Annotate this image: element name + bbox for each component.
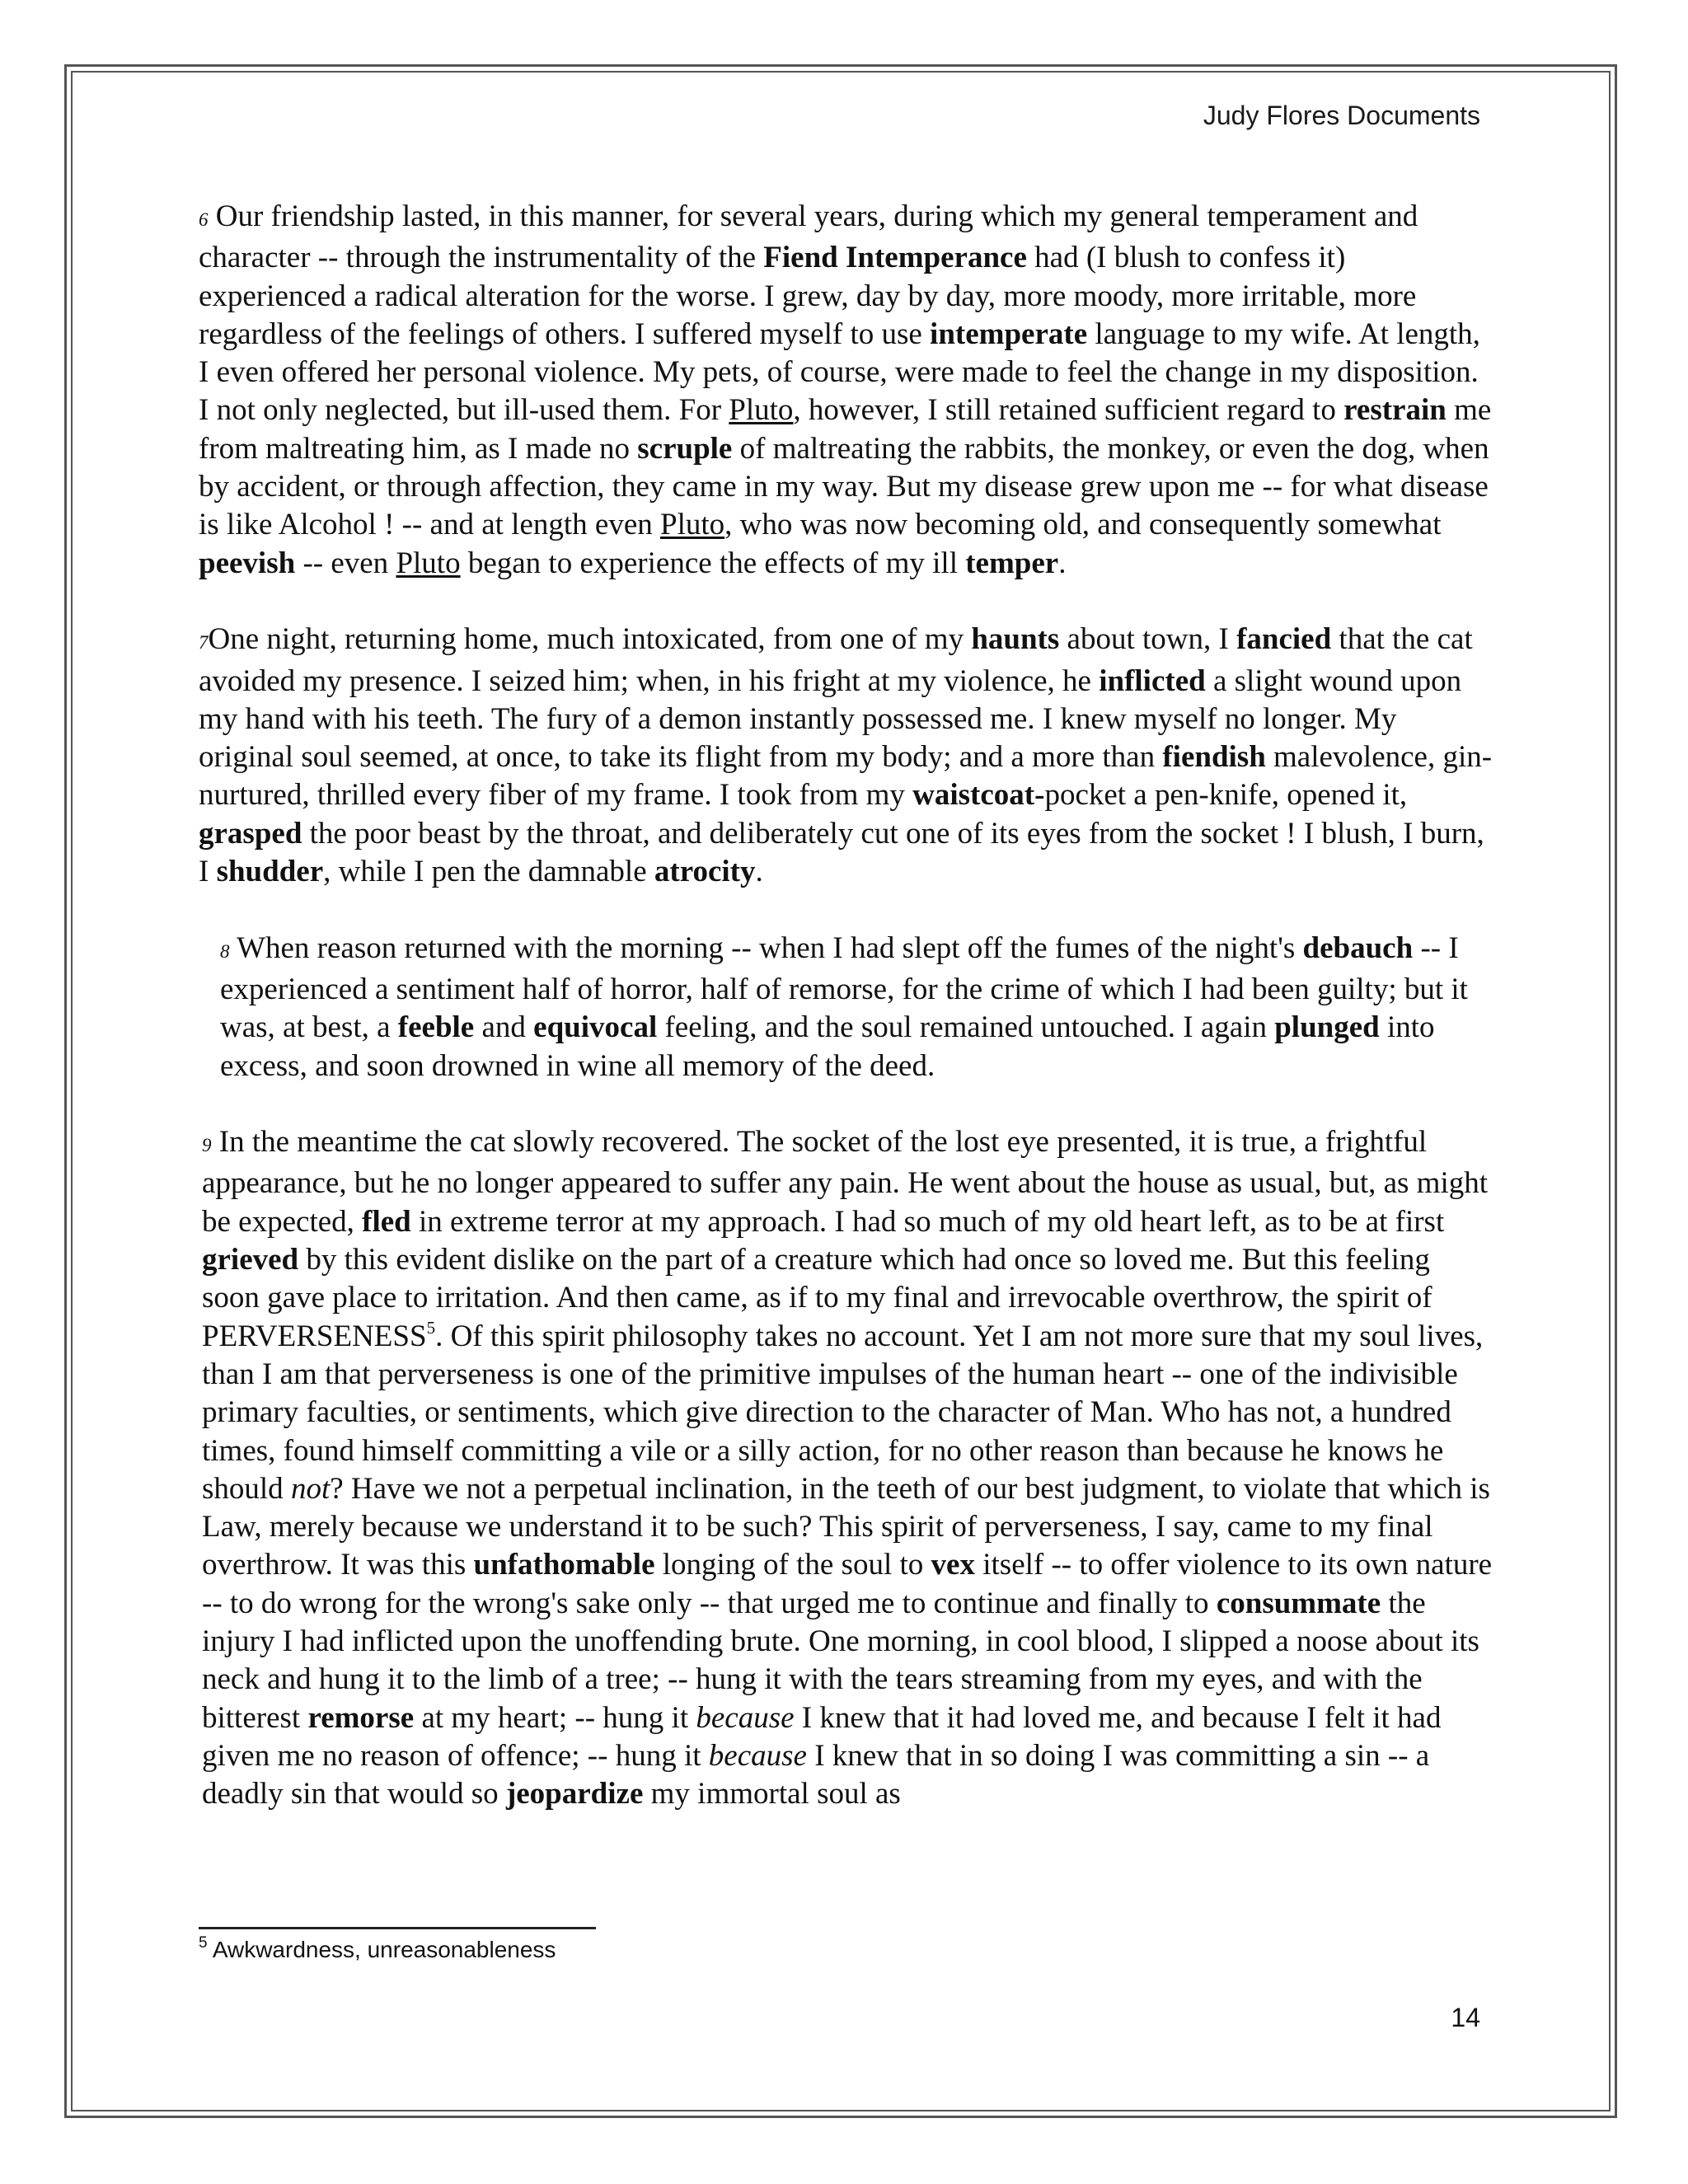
- italic-text: because: [696, 1700, 795, 1735]
- text-run: in extreme terror at my approach. I had so much of my old heart left, as to be at first: [410, 1204, 1445, 1239]
- text-run: ? Have we not a perpetual inclination, in the teeth of our best judgment, to violate that which is Law, merely because we understand it to be such? This spirit of perverseness, I say, came to my final overthrow. It was this: [202, 1471, 1490, 1582]
- bold-term: plunged: [1274, 1010, 1380, 1045]
- bold-term: feeble: [397, 1010, 475, 1045]
- bold-term: fled: [362, 1204, 411, 1239]
- text-run: language to my wife. At length, I even offered her personal violence. My pets, of course, were made to feel the change in my disposition. I not only neglected, but ill-used them. For: [199, 316, 1480, 428]
- text-run: malevolence, gin-nurtured, thrilled every fiber of my frame. I took from my: [199, 740, 1493, 813]
- bold-term: atrocity: [654, 855, 756, 889]
- text-run: me from maltreating him, as I made no: [199, 393, 1492, 466]
- footnote: [199, 1934, 556, 1963]
- bold-term: vex: [931, 1548, 975, 1582]
- bold-term: fiendish: [1162, 740, 1266, 775]
- bold-term: scruple: [637, 431, 733, 466]
- text-run: began to experience the effects of my ill: [460, 546, 966, 580]
- text-run: by this evident dislike on the part of a creature which had once so loved me. But this feeling soon gave place to irritation. And then came, as if to my final and irrevocable overthrow, the spirit of PERVERSENESS: [202, 1243, 1432, 1353]
- bold-term: haunts: [971, 622, 1060, 657]
- bold-term: grasped: [199, 816, 302, 851]
- bold-term: inflicted: [1099, 663, 1206, 698]
- page-number: 14: [1451, 2003, 1480, 2032]
- footnote-text: Awkwardness, unreasonableness: [207, 1937, 556, 1962]
- bold-term: Fiend Intemperance: [763, 241, 1027, 275]
- body-text: [199, 198, 1493, 1813]
- bold-term: intemperate: [930, 316, 1088, 351]
- paragraph: [199, 930, 1493, 1085]
- text-run: , however, I still retained sufficient regard to: [793, 393, 1344, 428]
- text-run: When reason returned with the morning -- when I had slept off the fumes of the night's: [229, 930, 1303, 965]
- text-run: feeling, and the soul remained untouched. I again: [657, 1010, 1275, 1045]
- bold-term: debauch: [1302, 930, 1414, 965]
- bold-term: waistcoat-: [912, 778, 1045, 813]
- paragraph: [199, 198, 1493, 583]
- underlined-name: Pluto: [396, 546, 461, 580]
- footnote-ref: 5: [426, 1317, 436, 1338]
- paragraph-number: 9: [202, 1135, 212, 1156]
- page-header: Judy Flores Documents: [1203, 101, 1480, 130]
- text-run: my immortal soul as: [643, 1777, 901, 1811]
- bold-term: temper: [965, 546, 1059, 580]
- paragraph: [199, 621, 1493, 891]
- text-run: pocket a pen-knife, opened it,: [1044, 778, 1408, 813]
- bold-term: equivocal: [533, 1010, 658, 1045]
- bold-term: shudder: [216, 855, 324, 889]
- text-run: that the cat avoided my presence. I seized him; when, in his fright at my violence, he: [199, 622, 1473, 698]
- text-run: , who was now becoming old, and consequently somewhat: [724, 508, 1442, 542]
- text-run: I knew that it had loved me, and because I felt it had given me no reason of offence; -- hung it: [202, 1700, 1442, 1773]
- text-run: had (I blush to confess it) experienced a radical alteration for the worse. I grew, day by day, more moody, more irritable, more regardless of the feelings of others. I suffered myself to use: [199, 241, 1417, 351]
- text-run: the poor beast by the throat, and deliberately cut one of its eyes from the socket ! I blush, I burn, I: [199, 816, 1484, 889]
- text-run: a slight wound upon my hand with his teeth. The fury of a demon instantly possessed me. I knew myself no longer. My original soul seemed, at once, to take its flight from my body; and a more than: [199, 663, 1462, 775]
- underlined-name: Pluto: [660, 508, 725, 542]
- text-run: I knew that in so doing I was committing a sin -- a deadly sin that would so: [202, 1738, 1430, 1811]
- bold-term: remorse: [307, 1700, 415, 1735]
- paragraph-number: 8: [220, 940, 230, 962]
- text-run: In the meantime the cat slowly recovered. The socket of the lost eye presented, it is true, a frightful appearance, but he no longer appeared to suffer any pain. He went about the house as usual, but, as might be expected,: [202, 1125, 1489, 1239]
- text-run: , while I pen the damnable: [323, 855, 654, 889]
- bold-term: restrain: [1343, 393, 1447, 428]
- bold-term: peevish: [199, 546, 296, 580]
- bold-term: consummate: [1216, 1586, 1381, 1620]
- text-run: .: [755, 855, 763, 889]
- footnote-marker: 5: [199, 1934, 208, 1952]
- text-run: and: [474, 1010, 534, 1045]
- text-run: One night, returning home, much intoxicated, from one of my: [208, 622, 972, 657]
- text-run: itself -- to offer violence to its own nature -- to do wrong for the wrong's sake only -- that urged me to continue and finally to: [202, 1548, 1493, 1620]
- text-run: longing of the soul to: [654, 1548, 931, 1582]
- bold-term: fancied: [1236, 622, 1332, 657]
- text-run: of maltreating the rabbits, the monkey, or even the dog, when by accident, or through affection, they came in my way. But my disease grew upon me -- for what disease is like Alcohol ! -- and at length even: [199, 431, 1489, 542]
- italic-text: not: [290, 1471, 331, 1506]
- bold-term: grieved: [202, 1243, 299, 1277]
- bold-term: unfathomable: [473, 1548, 655, 1582]
- text-run: about town, I: [1059, 622, 1237, 657]
- text-run: at my heart; -- hung it: [414, 1700, 696, 1735]
- text-run: .: [1058, 546, 1067, 580]
- bold-term: jeopardize: [505, 1777, 644, 1811]
- text-run: -- even: [295, 546, 396, 580]
- text-run: into excess, and soon drowned in wine all memory of the deed.: [220, 1010, 1435, 1083]
- italic-text: because: [708, 1738, 807, 1773]
- text-run: Our friendship lasted, in this manner, for several years, during which my general temperament and character -- through the instrumentality of the: [199, 199, 1418, 275]
- paragraph-number: 7: [199, 632, 209, 654]
- paragraph: [199, 1123, 1493, 1813]
- text-run: . Of this spirit philosophy takes no account. Yet I am not more sure that my soul lives, than I am that perverseness is one of the primitive impulses of the human heart -- one of the indivisible primary faculties, or sentiments, which give direction to the character of Man. Who has not, a hundred times, found himself committing a vile or a silly action, for no other reason than because he knows he should: [202, 1319, 1484, 1506]
- footnote-separator: [199, 1927, 596, 1929]
- text-run: the injury I had inflicted upon the unoffending brute. One morning, in cool blood, I slipped a noose about its neck and hung it to the limb of a tree; -- hung it with the tears streaming from my eyes, and with the bitterest: [202, 1586, 1479, 1735]
- paragraph-number: 6: [199, 209, 209, 230]
- text-run: -- I experienced a sentiment half of horror, half of remorse, for the crime of which I had been guilty; but it was, at best, a: [220, 930, 1468, 1045]
- underlined-name: Pluto: [729, 393, 794, 428]
